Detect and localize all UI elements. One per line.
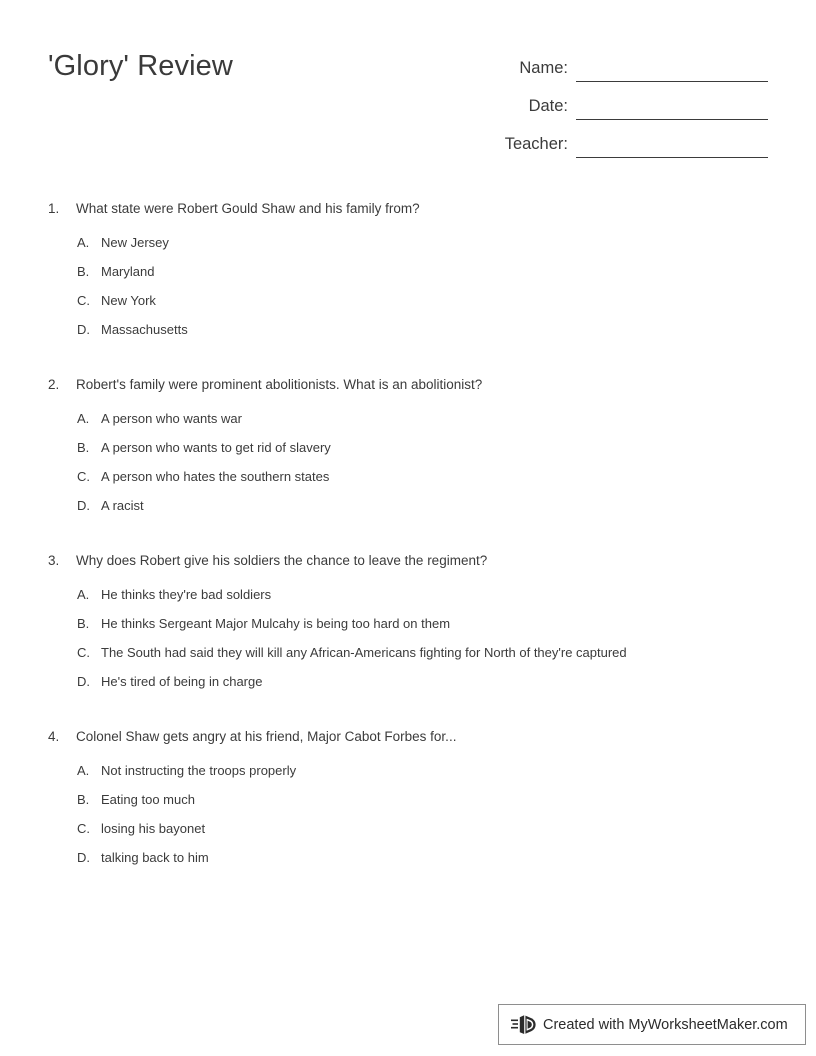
name-field-label: Name: bbox=[519, 59, 568, 77]
question-item bbox=[48, 550, 786, 700]
option-text: New Jersey bbox=[101, 235, 169, 250]
answer-options bbox=[48, 408, 786, 524]
option-text: New York bbox=[101, 293, 156, 308]
answer-option[interactable] bbox=[48, 466, 786, 495]
student-info-fields bbox=[446, 44, 768, 158]
question-item bbox=[48, 198, 786, 348]
answer-option[interactable] bbox=[48, 408, 786, 437]
answer-option[interactable] bbox=[48, 789, 786, 818]
option-text: He's tired of being in charge bbox=[101, 674, 263, 689]
myworksheetmaker-logo-icon bbox=[511, 1013, 537, 1037]
option-text: Eating too much bbox=[101, 792, 195, 807]
option-letter: A. bbox=[77, 587, 90, 602]
answer-option[interactable] bbox=[48, 290, 786, 319]
question-list bbox=[48, 198, 786, 902]
question-item bbox=[48, 726, 786, 876]
worksheet-header bbox=[48, 44, 768, 169]
option-text: Maryland bbox=[101, 264, 155, 279]
answer-option[interactable] bbox=[48, 261, 786, 290]
question-text: Robert's family were prominent abolitionists. What is an abolitionist? bbox=[76, 377, 483, 392]
teacher-field-row bbox=[446, 120, 768, 158]
question-prompt-row bbox=[48, 198, 786, 220]
option-letter: C. bbox=[77, 645, 90, 660]
option-letter: A. bbox=[77, 763, 90, 778]
question-prompt-row bbox=[48, 550, 786, 572]
answer-options bbox=[48, 232, 786, 348]
option-letter: B. bbox=[77, 440, 90, 455]
answer-option[interactable] bbox=[48, 642, 786, 671]
name-field-input[interactable] bbox=[576, 59, 768, 82]
option-letter: C. bbox=[77, 821, 90, 836]
question-number: 1. bbox=[48, 201, 60, 216]
option-text: A racist bbox=[101, 498, 144, 513]
question-text: Why does Robert give his soldiers the chance to leave the regiment? bbox=[76, 553, 488, 568]
date-field-row bbox=[446, 82, 768, 120]
question-number: 2. bbox=[48, 377, 60, 392]
answer-options bbox=[48, 584, 786, 700]
answer-option[interactable] bbox=[48, 232, 786, 261]
option-letter: D. bbox=[77, 498, 90, 513]
option-letter: A. bbox=[77, 235, 90, 250]
question-number: 4. bbox=[48, 729, 60, 744]
answer-option[interactable] bbox=[48, 760, 786, 789]
option-letter: D. bbox=[77, 674, 90, 689]
option-letter: D. bbox=[77, 322, 90, 337]
answer-option[interactable] bbox=[48, 319, 786, 348]
answer-options bbox=[48, 760, 786, 876]
option-text: The South had said they will kill any African-Americans fighting for North of they're captured bbox=[101, 645, 627, 660]
answer-option[interactable] bbox=[48, 437, 786, 466]
option-text: He thinks Sergeant Major Mulcahy is being too hard on them bbox=[101, 616, 451, 631]
question-prompt-row bbox=[48, 726, 786, 748]
answer-option[interactable] bbox=[48, 847, 786, 876]
option-letter: D. bbox=[77, 850, 90, 865]
question-text: What state were Robert Gould Shaw and his family from? bbox=[76, 201, 420, 216]
answer-option[interactable] bbox=[48, 584, 786, 613]
option-text: losing his bayonet bbox=[101, 821, 206, 836]
option-letter: C. bbox=[77, 469, 90, 484]
option-text: He thinks they're bad soldiers bbox=[101, 587, 272, 602]
date-field-input[interactable] bbox=[576, 97, 768, 120]
teacher-field-label: Teacher: bbox=[504, 135, 568, 153]
badge-label: Created with MyWorksheetMaker.com bbox=[543, 1016, 788, 1033]
question-prompt-row bbox=[48, 374, 786, 396]
answer-option[interactable] bbox=[48, 671, 786, 700]
option-text: talking back to him bbox=[101, 850, 209, 865]
option-letter: A. bbox=[77, 411, 90, 426]
option-letter: B. bbox=[77, 616, 90, 631]
option-text: Massachusetts bbox=[101, 322, 188, 337]
created-with-badge[interactable] bbox=[498, 1004, 806, 1045]
page-title: 'Glory' Review bbox=[48, 50, 233, 82]
option-letter: B. bbox=[77, 792, 90, 807]
option-text: A person who wants war bbox=[101, 411, 242, 426]
answer-option[interactable] bbox=[48, 495, 786, 524]
name-field-row bbox=[446, 44, 768, 82]
question-item bbox=[48, 374, 786, 524]
question-text: Colonel Shaw gets angry at his friend, Major Cabot Forbes for... bbox=[76, 729, 457, 744]
option-text: A person who hates the southern states bbox=[101, 469, 330, 484]
question-number: 3. bbox=[48, 553, 60, 568]
option-text: Not instructing the troops properly bbox=[101, 763, 297, 778]
answer-option[interactable] bbox=[48, 613, 786, 642]
answer-option[interactable] bbox=[48, 818, 786, 847]
date-field-label: Date: bbox=[528, 97, 568, 115]
option-letter: C. bbox=[77, 293, 90, 308]
option-text: A person who wants to get rid of slavery bbox=[101, 440, 331, 455]
option-letter: B. bbox=[77, 264, 90, 279]
teacher-field-input[interactable] bbox=[576, 135, 768, 158]
